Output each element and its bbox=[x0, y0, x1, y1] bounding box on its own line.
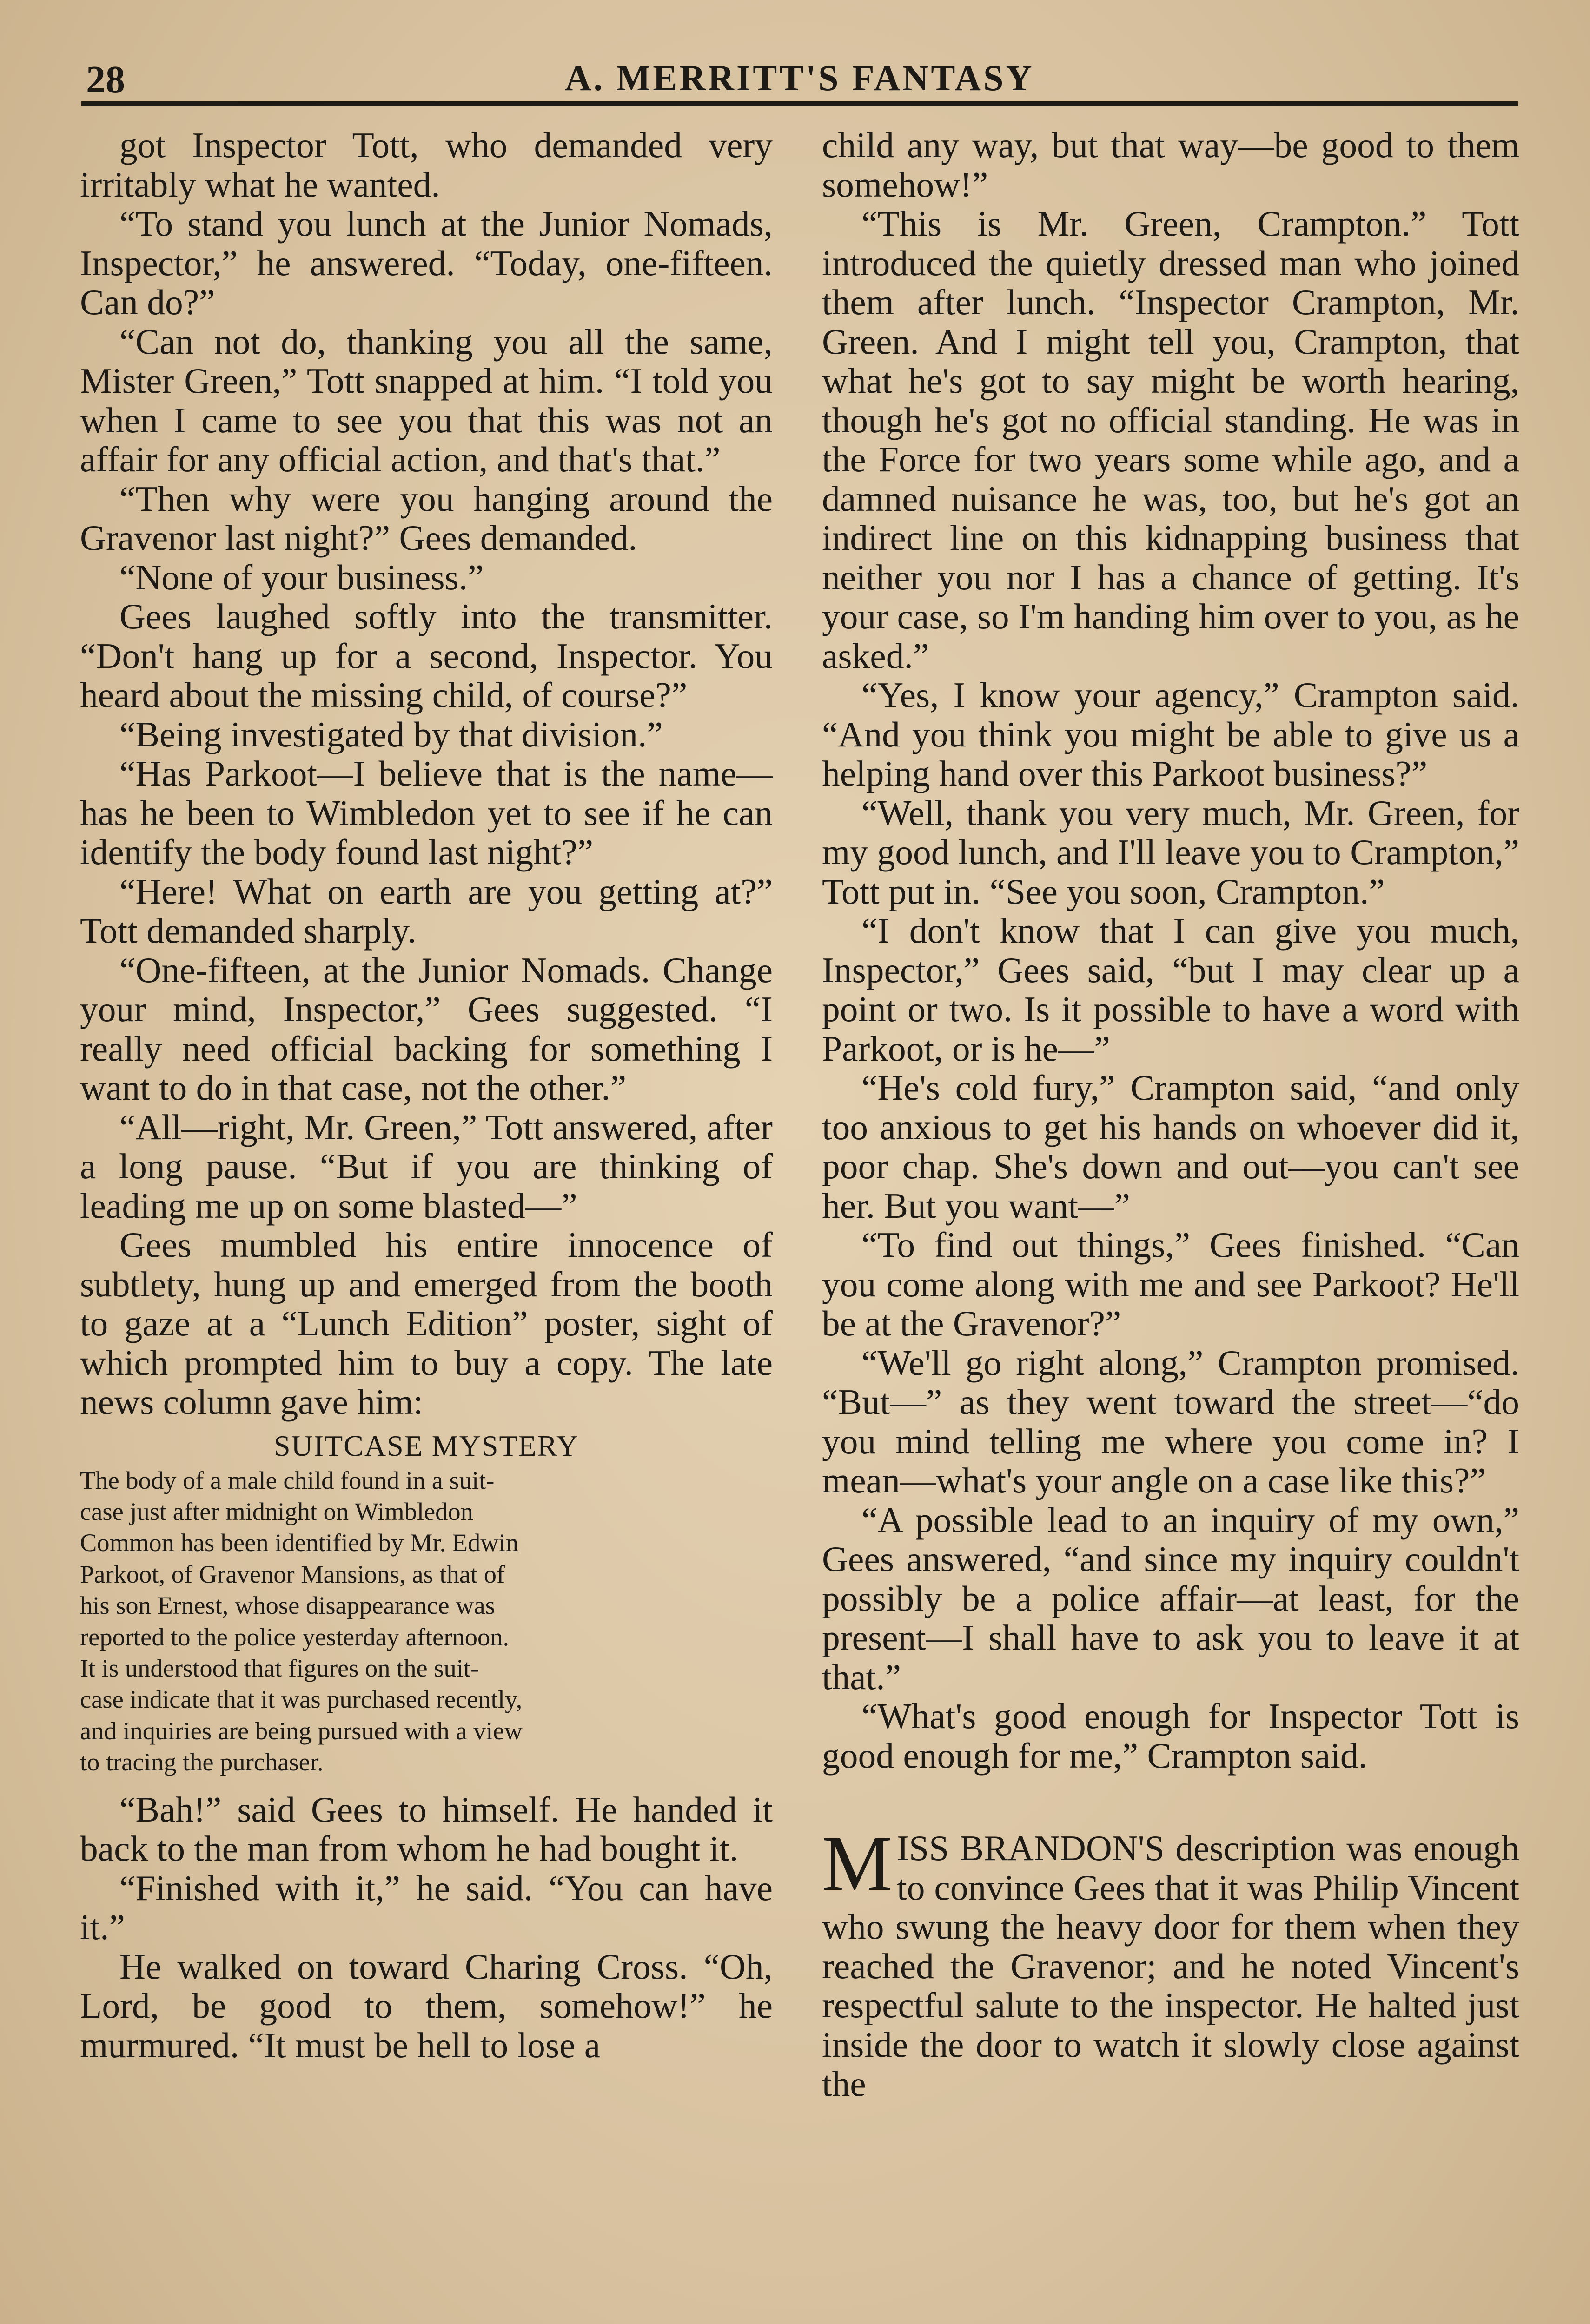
paragraph: Gees mumbled his entire innocence of subtlety, hung up and emerged from the booth to gaze at a “Lunch Edition” poster, sight of which prompted him to buy a copy. The late news column gave him: bbox=[80, 1225, 773, 1422]
paragraph: “This is Mr. Green, Crampton.” Tott introduced the quietly dressed man who joined them after lunch. “Inspector Crampton, Mr. Green. And I might tell you, Crampton, that what he's got to say might be worth hearing, though he's got no official standing. He was in the Force for two years some while ago, and a damned nuisance he was, too, but he's got an indirect line on this kidnapping business that neither you nor I has a chance of getting. It's your case, so I'm handing him over to you, as he asked.” bbox=[822, 204, 1519, 676]
paragraph: “To stand you lunch at the Junior Nomads, Inspector,” he answered. “Today, one-fifteen. Can do?” bbox=[80, 204, 773, 322]
news-box-line: reported to the police yesterday afternoon. bbox=[80, 1622, 510, 1651]
paragraph: “Well, thank you very much, Mr. Green, for my good lunch, and I'll leave you to Crampton,” Tott put in. “See you soon, Crampton.” bbox=[822, 792, 1519, 911]
news-box-line: Parkoot, of Gravenor Mansions, as that of bbox=[80, 1559, 505, 1588]
paragraph: got Inspector Tott, who demanded very irritably what he wanted. bbox=[80, 125, 773, 205]
paragraph: “Here! What on earth are you getting at?” Tott demanded sharply. bbox=[80, 871, 773, 951]
paragraph: “Then why were you hanging around the Gravenor last night?” Gees demanded. bbox=[80, 478, 773, 558]
magazine-title: A. MERRITT'S FANTASY bbox=[565, 58, 1034, 98]
paragraph: “Bah!” said Gees to himself. He handed it back to the man from whom he had bought it. bbox=[80, 1789, 773, 1869]
paragraph: Gees laughed softly into the transmitter. “Don't hang up for a second, Inspector. You heard about the missing child, of course?” bbox=[80, 596, 773, 715]
news-box-line: It is understood that figures on the suit- bbox=[80, 1653, 479, 1682]
paragraph: ISS BRANDON'S description was enough to convince Gees that it was Philip Vincent who swung the heavy door for them when they reached the Gravenor; and he noted Vincent's respectful salute to the inspector. He halted just inside the door to watch it slowly close against the bbox=[822, 1828, 1519, 2104]
paragraph: “A possible lead to an inquiry of my own,” Gees answered, “and since my inquiry couldn't possibly be a police affair—at least, for the present—I shall have to ask you to leave it at that.” bbox=[822, 1499, 1519, 1697]
paragraph: “I don't know that I can give you much, Inspector,” Gees said, “but I may clear up a point or two. Is it possible to have a word with Parkoot, or is he—” bbox=[822, 911, 1519, 1069]
paragraph: “We'll go right along,” Crampton promised. “But—” as they went toward the street—“do you mind telling me where you come in? I mean—what's your angle on a case like this?” bbox=[822, 1342, 1519, 1500]
section-start bbox=[822, 1820, 1519, 2104]
news-box-line: his son Ernest, whose disappearance was bbox=[80, 1591, 495, 1620]
paragraph: child any way, but that way—be good to them somehow!” bbox=[822, 125, 1519, 205]
paragraph: “One-fifteen, at the Junior Nomads. Change your mind, Inspector,” Gees suggested. “I really need official backing for something I want to do in that case, not the other.” bbox=[80, 950, 773, 1108]
news-box-line: to tracing the purchaser. bbox=[80, 1748, 324, 1776]
paragraph: “Being investigated by that division.” bbox=[119, 714, 663, 754]
news-box-line: Common has been identified by Mr. Edwin bbox=[80, 1528, 519, 1557]
paragraph: “Yes, I know your agency,” Crampton said. “And you think you might be able to give us a helping hand over this Parkoot business?” bbox=[822, 675, 1519, 793]
news-box-line: The body of a male child found in a suit- bbox=[80, 1466, 495, 1494]
paragraph: “What's good enough for Inspector Tott is good enough for me,” Crampton said. bbox=[822, 1696, 1519, 1776]
news-box-text bbox=[80, 1465, 773, 1778]
news-box-title: SUITCASE MYSTERY bbox=[273, 1429, 579, 1462]
drop-cap: M bbox=[822, 1820, 893, 1907]
news-box-line: and inquiries are being pursued with a view bbox=[80, 1716, 523, 1745]
left-column bbox=[80, 125, 773, 2065]
paragraph: “To find out things,” Gees finished. “Can you come along with me and see Parkoot? He'll be at the Gravenor?” bbox=[822, 1225, 1519, 1343]
paragraph: “Has Parkoot—I believe that is the name—has he been to Wimbledon yet to see if he can identify the body found last night?” bbox=[80, 753, 773, 872]
paragraph: “He's cold fury,” Crampton said, “and only too anxious to get his hands on whoever did it, poor chap. She's down and out—you can't see her. But you want—” bbox=[822, 1068, 1519, 1226]
right-column bbox=[822, 125, 1519, 2104]
paragraph: “None of your business.” bbox=[119, 557, 484, 597]
paragraph: “All—right, Mr. Green,” Tott answered, after a long pause. “But if you are thinking of leading me up on some blasted—” bbox=[80, 1107, 773, 1226]
paragraph: “Finished with it,” he said. “You can have it.” bbox=[80, 1868, 773, 1948]
running-header bbox=[81, 55, 1518, 106]
page-number: 28 bbox=[86, 58, 125, 101]
paragraph: He walked on toward Charing Cross. “Oh, Lord, be good to them, somehow!” he murmured. “It must be hell to lose a bbox=[80, 1946, 773, 2065]
news-box-line: case indicate that it was purchased recently, bbox=[80, 1685, 523, 1714]
paragraph: “Can not do, thanking you all the same, Mister Green,” Tott snapped at him. “I told you when I came to see you that this was not an affair for any official action, and that's that.” bbox=[80, 321, 773, 479]
news-box-line: case just after midnight on Wimbledon bbox=[80, 1497, 473, 1525]
